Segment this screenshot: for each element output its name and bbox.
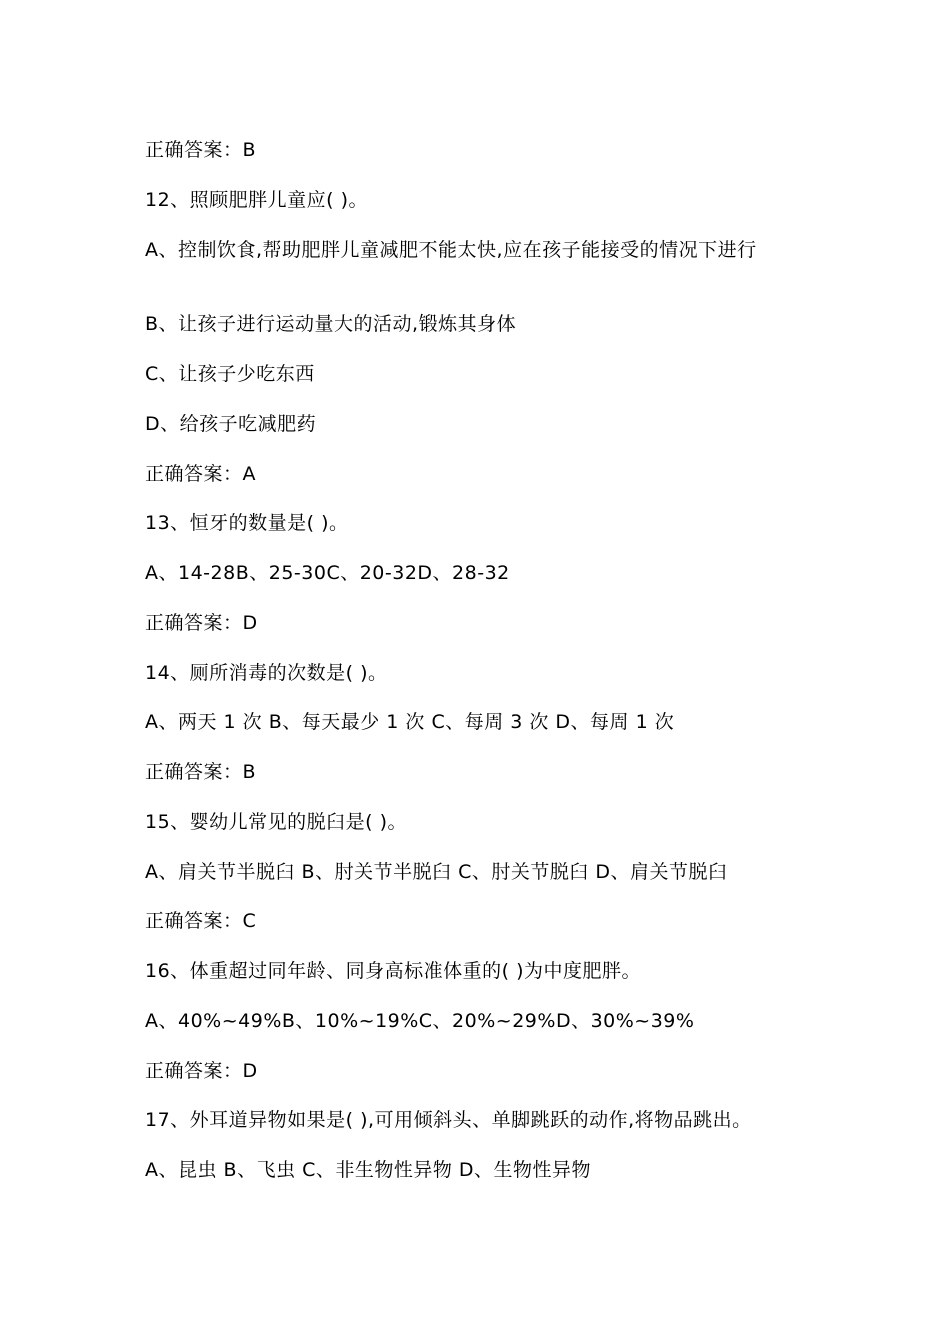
- question-14: 14、厕所消毒的次数是( )。: [145, 662, 388, 684]
- option-12-d: D、给孩子吃减肥药: [145, 413, 317, 435]
- question-16: 16、体重超过同年龄、同身高标准体重的( )为中度肥胖。: [145, 960, 642, 982]
- question-15: 15、婴幼儿常见的脱臼是( )。: [145, 811, 408, 833]
- answer-14: 正确答案：B: [145, 761, 257, 783]
- options-14: A、两天 1 次 B、每天最少 1 次 C、每周 3 次 D、每周 1 次: [145, 711, 675, 733]
- option-12-a: A、控制饮食,帮助肥胖儿童减肥不能太快,应在孩子能接受的情况下进行: [145, 239, 757, 261]
- answer-16: 正确答案：D: [145, 1060, 258, 1082]
- answer-13: 正确答案：D: [145, 612, 258, 634]
- question-13: 13、恒牙的数量是( )。: [145, 512, 349, 534]
- options-16: A、40%~49%B、10%~19%C、20%~29%D、30%~39%: [145, 1010, 695, 1032]
- question-17: 17、外耳道异物如果是( ),可用倾斜头、单脚跳跃的动作,将物品跳出。: [145, 1109, 752, 1131]
- options-15: A、肩关节半脱臼 B、肘关节半脱臼 C、肘关节脱臼 D、肩关节脱臼: [145, 861, 728, 883]
- option-12-b: B、让孩子进行运动量大的活动,锻炼其身体: [145, 313, 517, 335]
- answer-12: 正确答案：A: [145, 463, 256, 485]
- question-12: 12、照顾肥胖儿童应( )。: [145, 189, 369, 211]
- options-17: A、昆虫 B、飞虫 C、非生物性异物 D、生物性异物: [145, 1159, 592, 1181]
- answer-11: 正确答案：B: [145, 139, 257, 161]
- option-12-c: C、让孩子少吃东西: [145, 363, 315, 385]
- answer-15: 正确答案：C: [145, 910, 257, 932]
- options-13: A、14-28B、25-30C、20-32D、28-32: [145, 562, 510, 584]
